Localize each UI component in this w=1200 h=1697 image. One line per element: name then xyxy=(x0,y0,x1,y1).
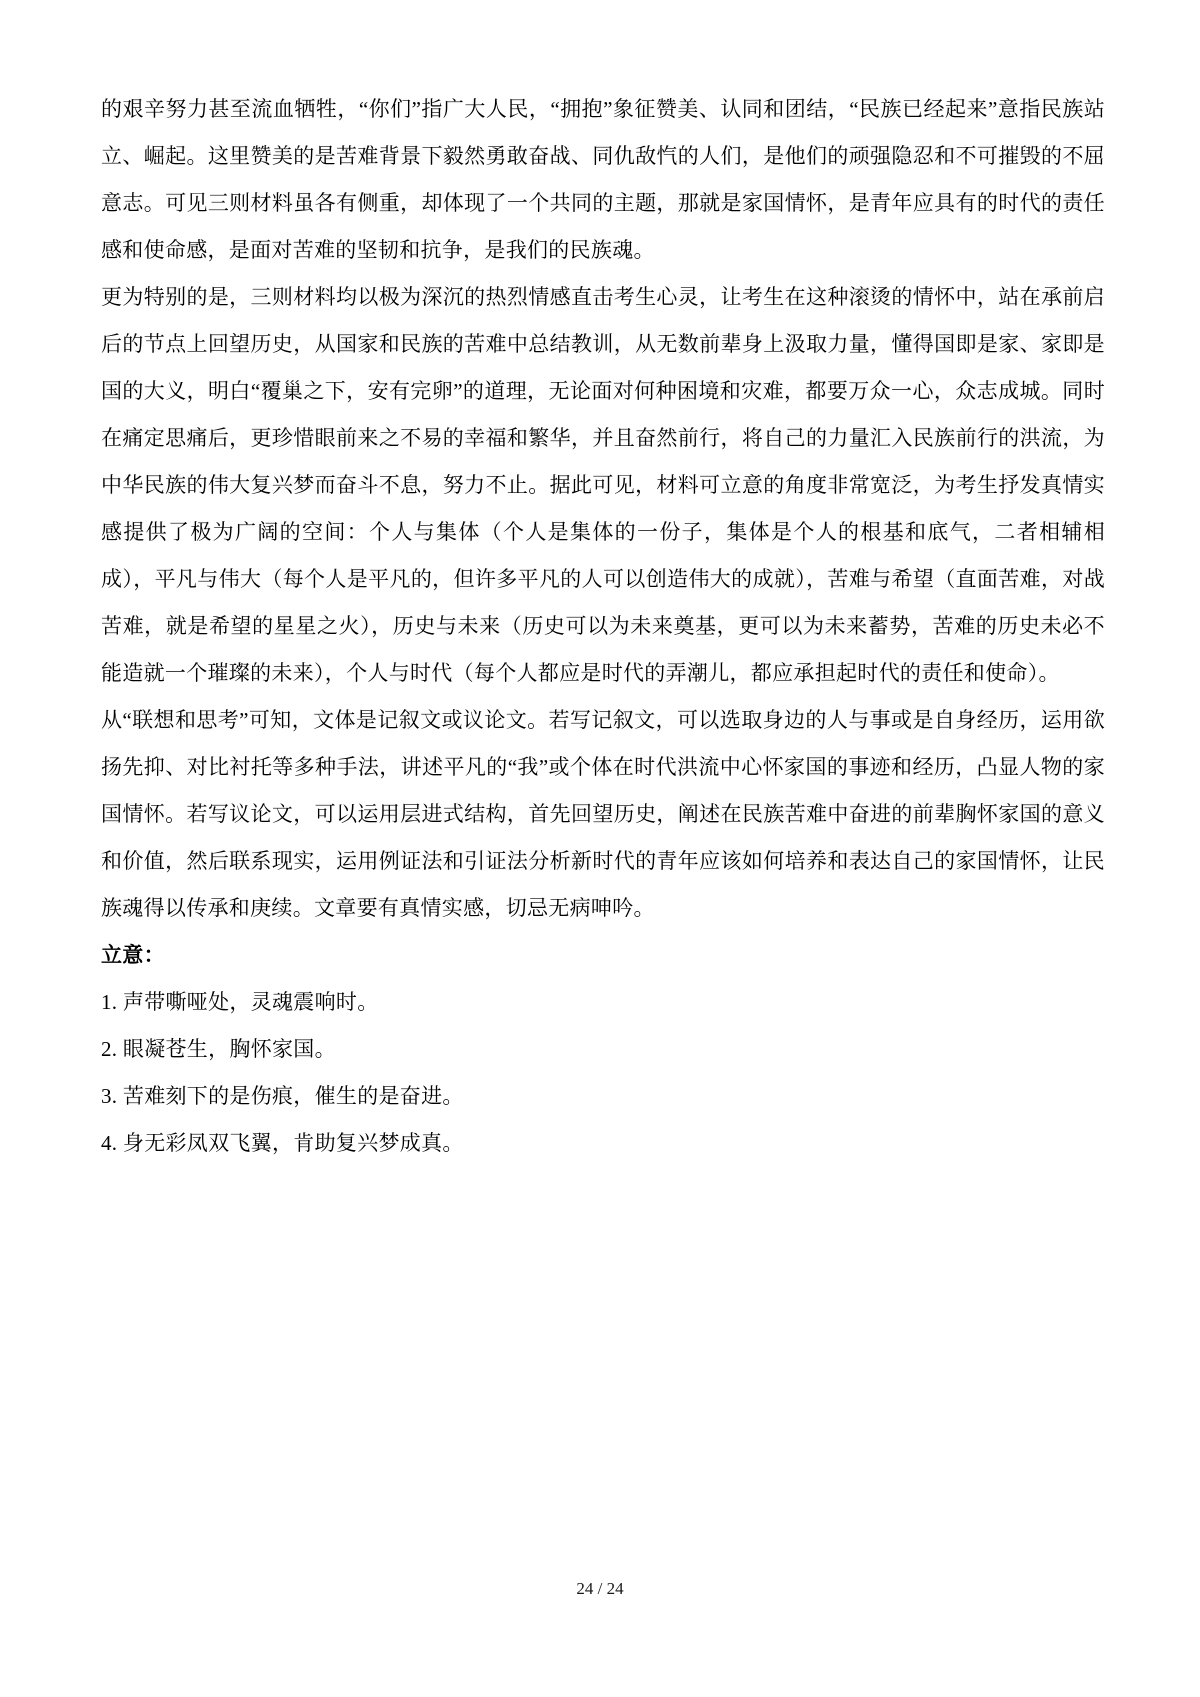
intent-point: 1. 声带嘶哑处，灵魂震响时。 xyxy=(101,990,379,1014)
intent-point: 4. 身无彩凤双飞翼，肯助复兴梦成真。 xyxy=(101,1131,464,1155)
paragraph: 更为特别的是，三则材料均以极为深沉的热烈情感直击考生心灵，让考生在这种滚烫的情怀中，站在承前启后的节点上回望历史，从国家和民族的苦难中总结教训，从无数前辈身上汲取力量，懂得国即是家、家即是国的大义，明白“覆巢之下，安有完卵”的道理，无论面对何种困境和灾难，都要万众一心，众志成城。同时在痛定思痛后，更珍惜眼前来之不易的幸福和繁华，并且奋然前行，将自己的力量汇入民族前行的洪流，为中华民族的伟大复兴梦而奋斗不息，努力不止。据此可见，材料可立意的角度非常宽泛，为考生抒发真情实感提供了极为广阔的空间：个人与集体（个人是集体的一份子，集体是个人的根基和底气，二者相辅相成），平凡与伟大（每个人是平凡的，但许多平凡的人可以创造伟大的成就），苦难与希望（直面苦难，对战苦难，就是希望的星星之火），历史与未来（历史可以为未来奠基，更可以为未来蓄势，苦难的历史未必不能造就一个璀璨的未来），个人与时代（每个人都应是时代的弄潮儿，都应承担起时代的责任和使命）。 xyxy=(101,285,1105,685)
intent-heading: 立意： xyxy=(101,943,165,967)
intent-point: 2. 眼凝苍生，胸怀家国。 xyxy=(101,1037,336,1061)
intent-point: 3. 苦难刻下的是伤痕，催生的是奋进。 xyxy=(101,1084,464,1108)
document-body xyxy=(101,86,1105,1167)
paragraph: 从“联想和思考”可知，文体是记叙文或议论文。若写记叙文，可以选取身边的人与事或是自身经历，运用欲扬先抑、对比衬托等多种手法，讲述平凡的“我”或个体在时代洪流中心怀家国的事迹和经历，凸显人物的家国情怀。若写议论文，可以运用层进式结构，首先回望历史，阐述在民族苦难中奋进的前辈胸怀家国的意义和价值，然后联系现实，运用例证法和引证法分析新时代的青年应该如何培养和表达自己的家国情怀，让民族魂得以传承和庚续。文章要有真情实感，切忌无病呻吟。 xyxy=(101,708,1105,920)
page-number: 24 / 24 xyxy=(576,1579,624,1598)
paragraph: 的艰辛努力甚至流血牺牲，“你们”指广大人民，“拥抱”象征赞美、认同和团结，“民族已经起来”意指民族站立、崛起。这里赞美的是苦难背景下毅然勇敢奋战、同仇敌忾的人们，是他们的顽强隐忍和不可摧毁的不屈意志。可见三则材料虽各有侧重，却体现了一个共同的主题，那就是家国情怀，是青年应具有的时代的责任感和使命感，是面对苦难的坚韧和抗争，是我们的民族魂。 xyxy=(101,97,1105,262)
